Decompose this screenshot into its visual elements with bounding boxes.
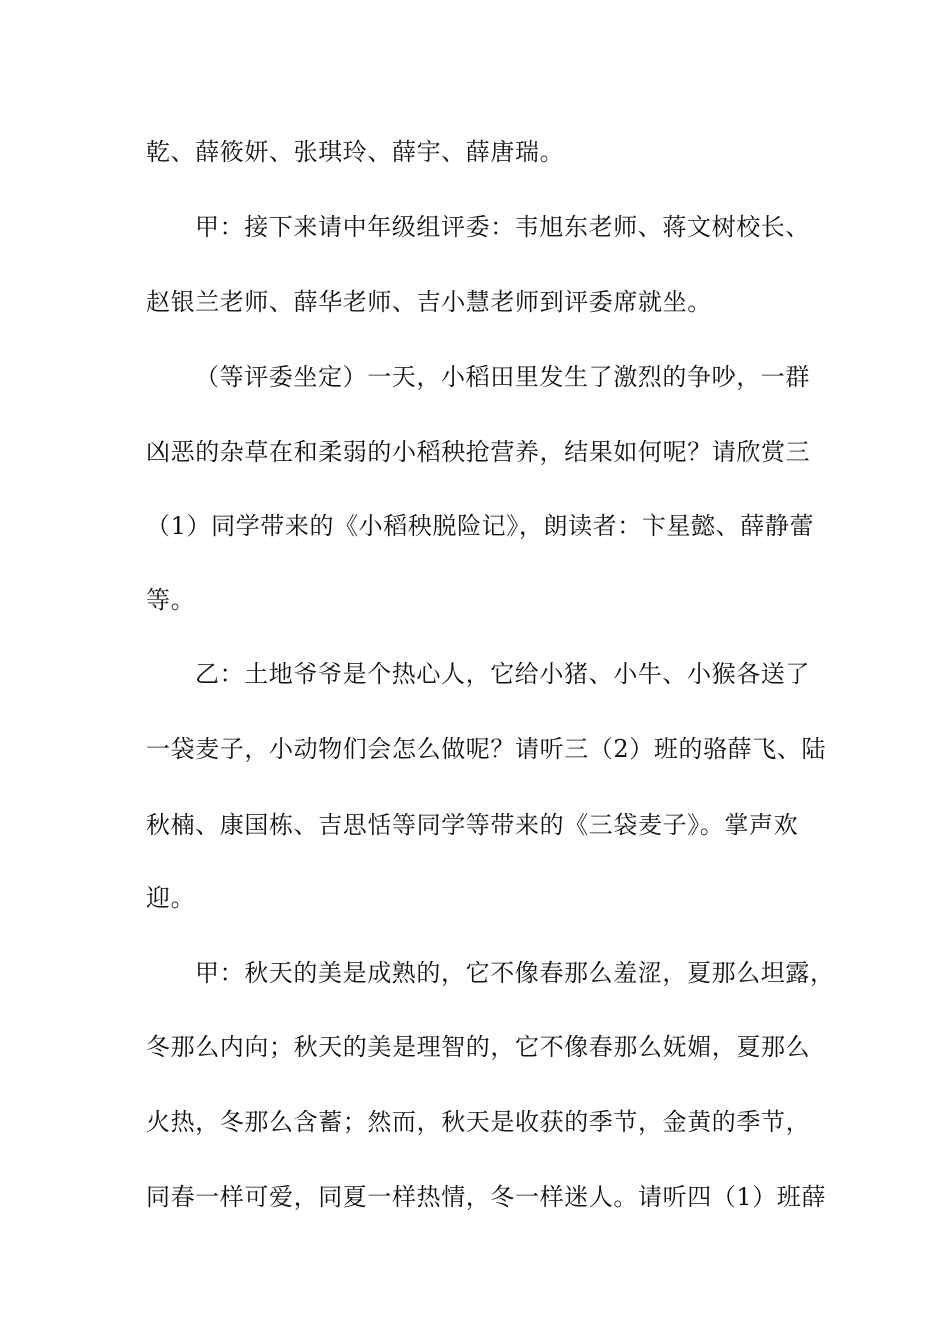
text-line: 秋楠、康国栋、吉思恬等同学等带来的《三袋麦子》。掌声欢 [146,811,799,839]
text-line: 赵银兰老师、薛华老师、吉小慧老师到评委席就坐。 [146,288,712,316]
text-line: 乙：土地爷爷是个热心人，它给小猪、小牛、小猴各送了 [195,660,810,688]
text-line: 火热，冬那么含蓄；然而，秋天是收获的季节，金黄的季节， [146,1108,811,1136]
text-line: 甲：秋天的美是成熟的，它不像春那么羞涩，夏那么坦露， [195,959,835,987]
text-line: 等。 [146,586,196,614]
text-line: 甲：接下来请中年级组评委：韦旭东老师、蒋文树校长、 [195,213,810,241]
text-line: 乾、薛筱妍、张琪玲、薛宇、薛唐瑞。 [146,138,565,166]
text-line: 同春一样可爱，同夏一样热情，冬一样迷人。请听四（1）班薛 [146,1183,827,1211]
text-line: （等评委坐定）一天，小稻田里发生了激烈的争吵，一群 [195,363,810,391]
text-line: 一袋麦子，小动物们会怎么做呢？请听三（2）班的骆薛飞、陆 [146,735,827,763]
text-line: 冬那么内向；秋天的美是理智的，它不像春那么妩媚，夏那么 [146,1033,811,1061]
text-line: 迎。 [146,884,196,912]
text-line: 凶恶的杂草在和柔弱的小稻秧抢营养，结果如何呢？请欣赏三 [146,438,811,466]
text-line: （1）同学带来的《小稻秧脱险记》，朗读者：卞星懿、薛静蕾 [146,512,815,540]
